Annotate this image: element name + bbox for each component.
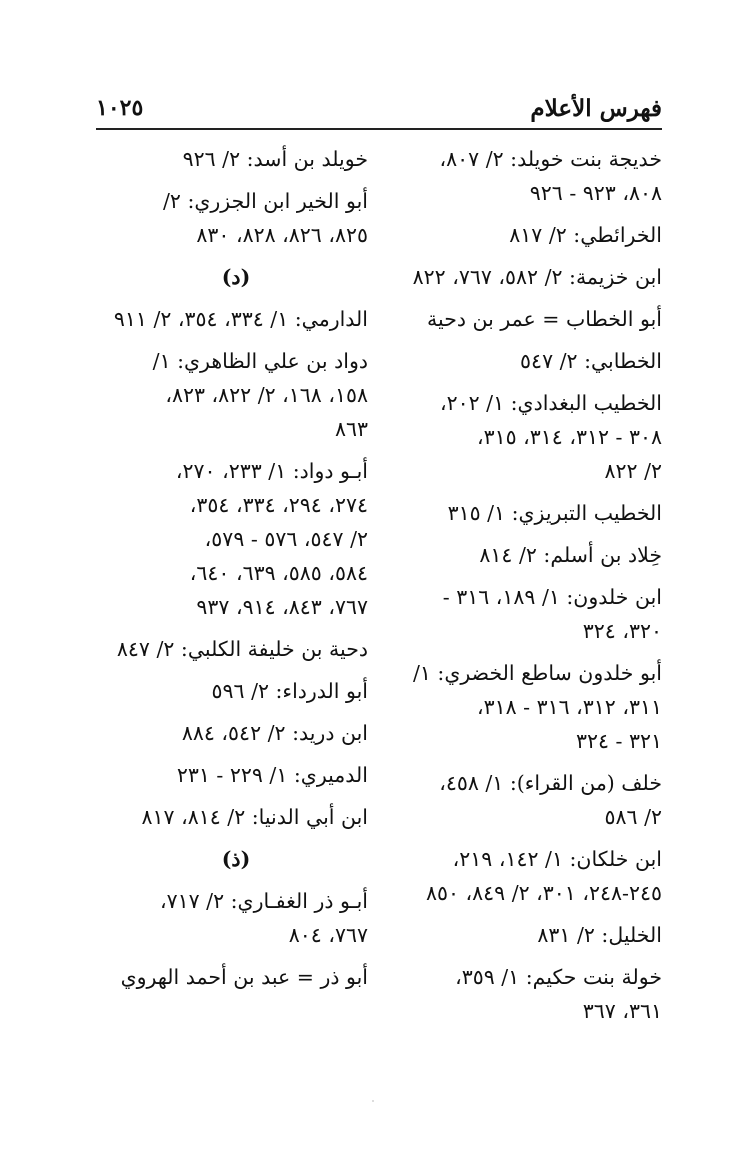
page-header: [96, 88, 662, 128]
index-entry-line: ابن دريد: ٢/ ٥٤٢، ٨٨٤: [181, 721, 368, 745]
index-entry-line: الخليل: ٢/ ٨٣١: [537, 923, 662, 947]
index-entry: [400, 302, 662, 336]
index-entry: [104, 454, 368, 624]
index-entry: [104, 632, 368, 666]
index-entry-line: الدميري: ١/ ٢٢٩ - ٢٣١: [176, 763, 368, 787]
index-entry-line: خويلد بن أسد: ٢/ ٩٢٦: [182, 147, 368, 171]
index-entry: [104, 884, 368, 952]
index-entry-line: ٧٦٧، ٨٠٤: [288, 923, 368, 947]
index-entry: [400, 842, 662, 910]
index-entry: [104, 674, 368, 708]
index-entry-line: ٨٦٣: [334, 417, 368, 441]
index-entry-line: ٣١١، ٣١٢، ٣١٦ - ٣١٨،: [476, 695, 662, 719]
index-entry: [104, 960, 368, 994]
page-number: ١٠٢٥: [96, 95, 144, 121]
index-entry: [400, 766, 662, 834]
index-entry: [400, 344, 662, 378]
index-entry: [104, 758, 368, 792]
index-entry-line: أبـو ذر الغفـاري: ٢/ ٧١٧،: [159, 889, 368, 913]
index-entry-line: الخرائطي: ٢/ ٨١٧: [509, 223, 662, 247]
index-entry-line: خلف (من القراء): ١/ ٤٥٨،: [439, 771, 662, 795]
section-letter-heading: (د): [221, 265, 251, 289]
index-entry-line: ٥٨٤، ٥٨٥، ٦٣٩، ٦٤٠،: [189, 561, 368, 585]
index-entry: [400, 260, 662, 294]
index-entry-line: ٣٠٨ - ٣١٢، ٣١٤، ٣١٥،: [476, 425, 662, 449]
index-entry: [400, 960, 662, 1028]
index-entry-line: الخطابي: ٢/ ٥٤٧: [520, 349, 662, 373]
index-entry: [400, 656, 662, 758]
index-entry: [400, 918, 662, 952]
index-entry-line: أبو الدرداء: ٢/ ٥٩٦: [211, 679, 368, 703]
index-entry-line: ٧٦٧، ٨٤٣، ٩١٤، ٩٣٧: [196, 595, 368, 619]
index-entry-line: ٢٤٥-٢٤٨، ٣٠١، ٢/ ٨٤٩، ٨٥٠: [425, 881, 662, 905]
index-entry-line: ٢٧٤، ٢٩٤، ٣٣٤، ٣٥٤،: [189, 493, 368, 517]
index-entry-line: الخطيب التبريزي: ١/ ٣١٥: [447, 501, 662, 525]
index-entry-line: الدارمي: ١/ ٣٣٤، ٣٥٤، ٢/ ٩١١: [113, 307, 368, 331]
index-column-right: [400, 142, 662, 1036]
index-entry: [104, 302, 368, 336]
index-entry-line: ابن أبي الدنيا: ٢/ ٨١٤، ٨١٧: [141, 805, 368, 829]
index-entry-line: دحية بن خليفة الكلبي: ٢/ ٨٤٧: [116, 637, 368, 661]
index-entry-line: أبو ذر = عبد بن أحمد الهروي: [120, 965, 368, 989]
index-entry-line: ٣٢٠، ٣٢٤: [582, 619, 662, 643]
index-entry-line: ٢/ ٥٤٧، ٥٧٦ - ٥٧٩،: [204, 527, 368, 551]
index-entry-line: خديجة بنت خويلد: ٢/ ٨٠٧،: [439, 147, 662, 171]
page-mark: [372, 1100, 374, 1102]
index-entry-line: ١٥٨، ١٦٨، ٢/ ٨٢٢، ٨٢٣،: [165, 383, 368, 407]
index-entry-line: ابن خلدون: ١/ ١٨٩، ٣١٦ -: [442, 585, 662, 609]
index-entry-line: ٢/ ٨٢٢: [604, 459, 662, 483]
index-entry: [104, 184, 368, 252]
index-entry: [400, 218, 662, 252]
index-entry-line: ابن خلكان: ١/ ١٤٢، ٢١٩،: [452, 847, 662, 871]
section-letter-heading: (ذ): [221, 847, 251, 871]
index-entry-line: ٨٠٨، ٩٢٣ - ٩٢٦: [529, 181, 662, 205]
index-entry-line: دواد بن علي الظاهري: ١/: [152, 349, 368, 373]
index-entry-line: أبو الخطاب = عمر بن دحية: [427, 307, 662, 331]
index-column-left: [104, 142, 368, 1002]
index-entry-line: ٣٢١ - ٣٢٤: [575, 729, 662, 753]
index-entry-line: خولة بنت حكيم: ١/ ٣٥٩،: [455, 965, 662, 989]
index-entry: [400, 142, 662, 210]
index-entry: [400, 386, 662, 488]
index-entry-line: أبـو دواد: ١/ ٢٣٣، ٢٧٠،: [175, 459, 368, 483]
index-entry: [104, 800, 368, 834]
page-title: فهرس الأعلام: [530, 94, 662, 122]
index-entry-line: ٢/ ٥٨٦: [604, 805, 662, 829]
index-entry-line: الخطيب البغدادي: ١/ ٢٠٢،: [439, 391, 662, 415]
index-entry: [400, 496, 662, 530]
index-entry-line: ٨٢٥، ٨٢٦، ٨٢٨، ٨٣٠: [196, 223, 368, 247]
index-entry-line: أبو الخير ابن الجزري: ٢/: [162, 189, 368, 213]
index-entry: [104, 716, 368, 750]
index-entry-line: ابن خزيمة: ٢/ ٥٨٢، ٧٦٧، ٨٢٢: [412, 265, 662, 289]
index-entry: [104, 142, 368, 176]
index-entry: [104, 344, 368, 446]
index-entry: [400, 580, 662, 648]
index-entry-line: خِلاد بن أسلم: ٢/ ٨١٤: [479, 543, 662, 567]
index-entry-line: أبو خلدون ساطع الخضري: ١/: [412, 661, 662, 685]
index-entry: [400, 538, 662, 572]
index-entry-line: ٣٦١، ٣٦٧: [582, 999, 662, 1023]
header-rule: [96, 128, 662, 130]
